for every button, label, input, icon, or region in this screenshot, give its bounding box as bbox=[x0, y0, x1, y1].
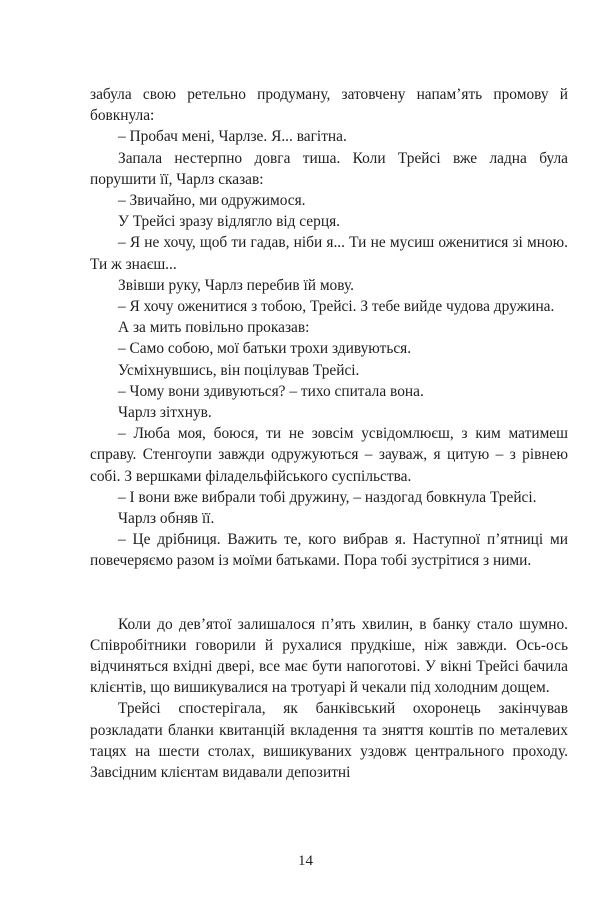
paragraph: А за мить повільно проказав: bbox=[118, 319, 310, 337]
paragraph: – І вони вже вибрали тобі дружину, – наздогад бовкнула Трейсі. bbox=[118, 488, 537, 506]
paragraph: Чарлз обняв її. bbox=[118, 510, 215, 528]
paragraph: забула свою ретельно продуману, затовчену напам’ять промову й бовкнула: bbox=[90, 86, 568, 125]
paragraph: Звівши руку, Чарлз перебив їй мову. bbox=[118, 276, 354, 294]
paragraph: – Я хочу оженитися з тобою, Трейсі. З тебе вийде чудова дружина. bbox=[118, 298, 555, 316]
page-number: 14 bbox=[298, 853, 313, 869]
paragraph: – Звичайно, ми одружимося. bbox=[118, 192, 306, 210]
paragraph: – Чому вони здивуються? – тихо спитала вона. bbox=[118, 382, 424, 400]
section-break bbox=[90, 572, 568, 593]
paragraph: – Це дрібниця. Важить те, кого вибрав я. Наступної п’ятниці ми повечеряємо разом із моїми батьками. Пора тобі зустрітися з ними. bbox=[90, 531, 568, 570]
paragraph: – Я не хочу, щоб ти гадав, ніби я... Ти не мусиш оженитися зі мною. Ти ж знаєш... bbox=[90, 234, 568, 273]
paragraph: Запала нестерпно довга тиша. Коли Трейсі вже ладна була порушити її, Чарлз сказав: bbox=[90, 149, 568, 188]
paragraph: Усміхнувшись, він поцілував Трейсі. bbox=[118, 361, 360, 379]
paragraph: У Трейсі зразу відлягло від серця. bbox=[118, 213, 340, 231]
paragraph: – Пробач мені, Чарлзе. Я... вагітна. bbox=[118, 128, 347, 146]
body-text bbox=[90, 84, 568, 783]
paragraph: – Люба моя, боюся, ти не зовсім усвідомлюєш, з ким матимеш справу. Стенгоупи завжди одружуються – зауваж, я цитую – з рівнею собі. З вершками філадельфійського суспільства. bbox=[90, 425, 568, 485]
paragraph: Трейсі спостерігала, як банківський охоронець закінчував розкладати бланки квитанцій вкладення та зняття коштів по металевих тацях на шести столах, вишикуваних уздовж центрального проходу. Завсідним клієнтам видавали депозитні bbox=[90, 700, 568, 782]
paragraph: Чарлз зітхнув. bbox=[118, 404, 212, 422]
paragraph: Коли до дев’ятої залишалося п’ять хвилин, в банку стало шумно. Співробітники говорили й рухалися прудкіше, ніж завжди. Ось-ось відчиняться вхідні двері, все має бути напоготові. У вікні Трейсі бачила клієнтів, що вишикувалися на тротуарі й чекали під холодним дощем. bbox=[90, 615, 568, 697]
section-break bbox=[90, 593, 568, 614]
paragraph: – Само собою, мої батьки трохи здивуються. bbox=[118, 340, 412, 358]
